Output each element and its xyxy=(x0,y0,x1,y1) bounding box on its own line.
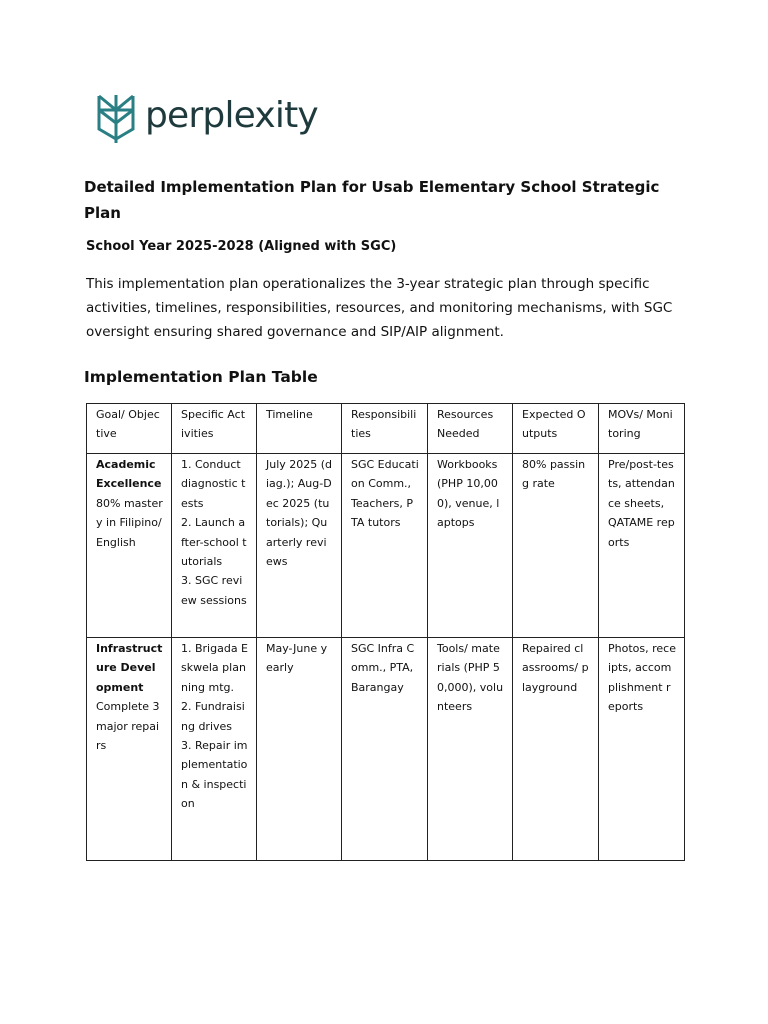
activity-item: 1. Conduct diagnostic tests xyxy=(181,458,246,510)
activity-item: 1. Brigada Eskwela planning mtg. xyxy=(181,642,249,694)
goal-cell xyxy=(87,454,172,638)
activities-cell xyxy=(172,454,257,638)
perplexity-logo-icon xyxy=(95,93,137,145)
goal-detail: Complete 3 major repairs xyxy=(96,700,160,753)
activity-item: 2. Fundraising drives xyxy=(181,700,245,733)
goal-name: Infrastructure Development xyxy=(96,642,163,694)
document-subtitle: School Year 2025-2028 (Aligned with SGC) xyxy=(86,239,397,254)
header-responsibilities: Responsibilities xyxy=(342,404,428,454)
implementation-plan-table xyxy=(86,403,685,861)
goal-detail: 80% mastery in Filipino/English xyxy=(96,496,163,549)
table-row xyxy=(87,638,685,861)
logo-wordmark: perplexity xyxy=(145,95,318,136)
movs-cell: Photos, receipts, accomplishment reports xyxy=(599,638,685,861)
table-header-row xyxy=(87,404,685,454)
perplexity-logo xyxy=(95,93,318,145)
header-specific-activities: Specific Activities xyxy=(172,404,257,454)
document-title: Detailed Implementation Plan for Usab Elementary School Strategic Plan xyxy=(84,178,660,222)
movs-cell: Pre/post-tests, attendance sheets, QATAME reports xyxy=(599,454,685,638)
resources-cell: Tools/ materials (PHP 50,000), volunteers xyxy=(428,638,513,861)
header-movs-monitoring: MOVs/ Monitoring xyxy=(599,404,685,454)
outputs-cell: 80% passing rate xyxy=(513,454,599,638)
intro-paragraph: This implementation plan operationalizes the 3-year strategic plan through specific activities, timelines, responsibilities, resources, and monitoring mechanisms, with SGC oversight ensuring shared governance and SIP/AIP alignment. xyxy=(86,276,673,340)
goal-cell xyxy=(87,638,172,861)
activity-item: 3. SGC review sessions xyxy=(181,574,247,607)
header-timeline: Timeline xyxy=(257,404,342,454)
activities-cell xyxy=(172,638,257,861)
responsibilities-cell: SGC Education Comm., Teachers, PTA tutors xyxy=(342,454,428,638)
activity-item: 3. Repair implementation & inspection xyxy=(181,739,248,811)
activity-item: 2. Launch after-school tutorials xyxy=(181,516,247,569)
header-goal-objective: Goal/ Objective xyxy=(87,404,172,454)
goal-name: Academic Excellence xyxy=(96,458,162,491)
header-expected-outputs: Expected Outputs xyxy=(513,404,599,454)
timeline-cell: May-June yearly xyxy=(257,638,342,861)
timeline-cell: July 2025 (diag.); Aug-Dec 2025 (tutorials); Quarterly reviews xyxy=(257,454,342,638)
header-resources-needed: Resources Needed xyxy=(428,404,513,454)
table-row xyxy=(87,454,685,638)
resources-cell: Workbooks (PHP 10,000), venue, laptops xyxy=(428,454,513,638)
section-title: Implementation Plan Table xyxy=(84,368,318,386)
responsibilities-cell: SGC Infra Comm., PTA, Barangay xyxy=(342,638,428,861)
outputs-cell: Repaired classrooms/ playground xyxy=(513,638,599,861)
